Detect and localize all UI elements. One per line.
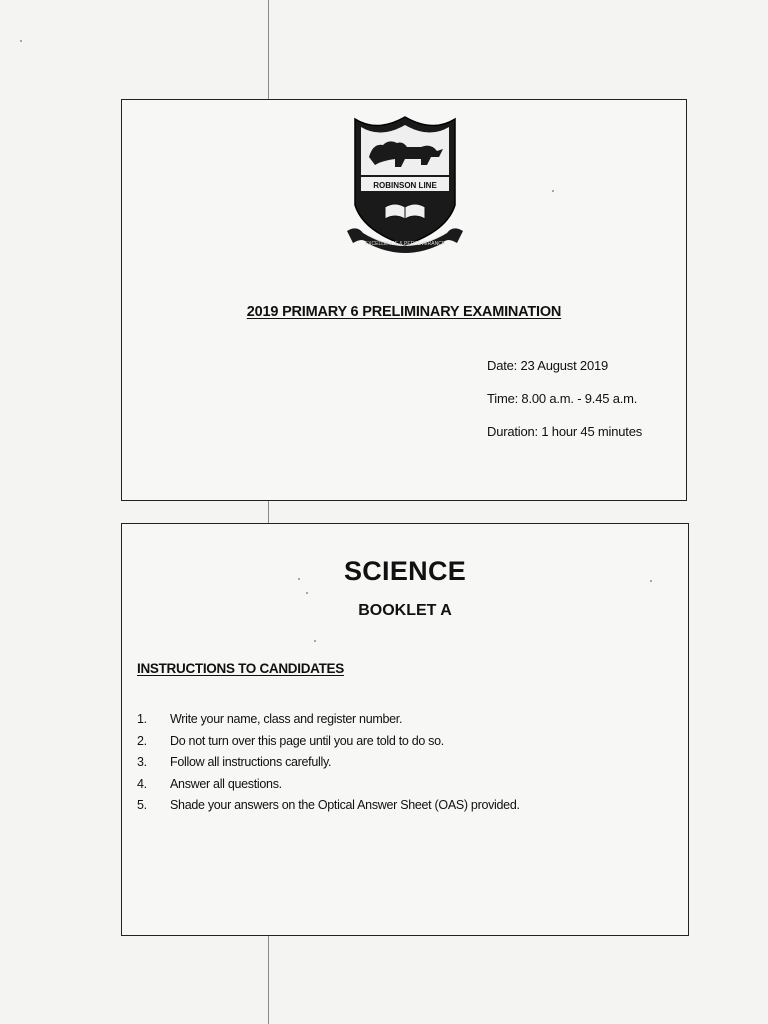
scan-speck xyxy=(314,640,316,642)
scan-speck xyxy=(298,578,300,580)
instruction-number: 5. xyxy=(137,798,147,812)
instruction-text: Follow all instructions carefully. xyxy=(170,755,332,769)
exam-duration: Duration: 1 hour 45 minutes xyxy=(487,424,643,439)
exam-title: 2019 PRIMARY 6 PRELIMINARY EXAMINATION xyxy=(246,304,562,320)
instruction-number: 4. xyxy=(137,776,147,791)
instructions-list xyxy=(137,712,520,820)
booklet-label: BOOKLET A xyxy=(358,602,452,619)
subject-title: SCIENCE xyxy=(343,556,467,586)
list-item xyxy=(137,777,520,799)
school-crest-icon xyxy=(347,113,463,258)
scan-speck xyxy=(552,190,554,192)
scan-speck xyxy=(306,592,308,594)
instruction-text: Shade your answers on the Optical Answer Sheet (OAS) provided. xyxy=(170,798,520,812)
instruction-text: Answer all questions. xyxy=(170,776,282,791)
instruction-text: Do not turn over this page until you are told to do so. xyxy=(170,733,444,748)
list-item xyxy=(137,712,520,734)
cover-info-box xyxy=(121,99,687,501)
booklet-box xyxy=(121,523,689,936)
exam-time: Time: 8.00 a.m. - 9.45 a.m. xyxy=(487,391,638,406)
exam-date: Date: 23 August 2019 xyxy=(487,358,609,373)
instruction-number: 1. xyxy=(137,712,147,726)
instructions-heading: INSTRUCTIONS TO CANDIDATES xyxy=(137,661,344,676)
crest-banner-text: ROBINSON LINE xyxy=(373,181,437,190)
instruction-text: Write your name, class and register number. xyxy=(170,712,403,726)
crest-motto: EXCELLENCE & PERSEVERANCE xyxy=(364,241,446,247)
scan-speck xyxy=(650,580,652,582)
scan-speck xyxy=(20,40,22,42)
instruction-number: 2. xyxy=(137,733,147,748)
list-item xyxy=(137,798,520,820)
instruction-number: 3. xyxy=(137,755,147,769)
list-item xyxy=(137,734,520,756)
list-item xyxy=(137,755,520,777)
